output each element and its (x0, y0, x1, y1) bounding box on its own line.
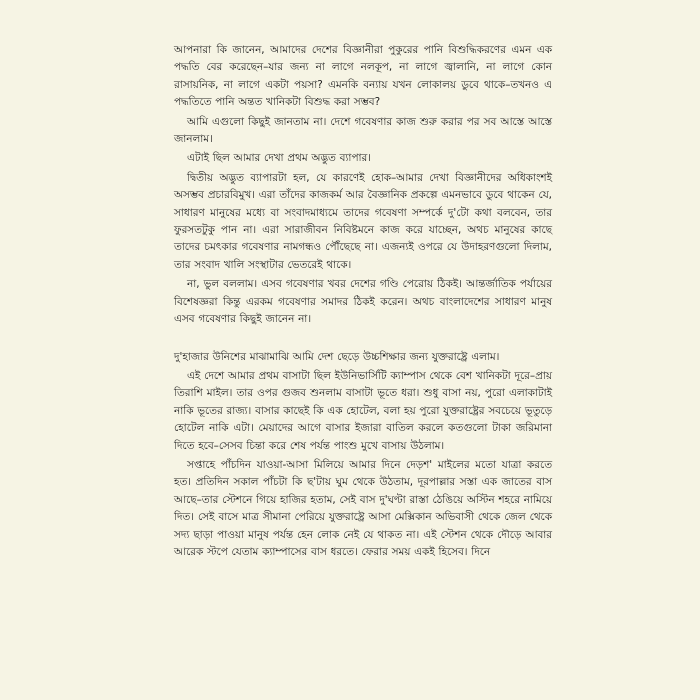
paragraph-pond-water: আপনারা কি জানেন, আমাদের দেশের বিজ্ঞানীরা পুকুরের পানি বিশুদ্ধিকরণের এমন এক পদ্ধতি বের করেছেন–যার জন্য না লাগে নলকূপ, না লাগে জ্বালানি, না লাগে কোন রাসায়নিক, না লাগে একটা পয়সা? এমনকি বন্যায় যখন লোকালয় ডুবে থাকে–তখনও এ পদ্ধতিতে পানি অন্তত খানিকটা বিশুদ্ধ করা সম্ভব? (174, 44, 552, 109)
section-break (174, 331, 552, 349)
paragraph-did-not-know: আমি এগুলো কিছুই জানতাম না। দেশে গবেষণার কাজ শুরু করার পর সব আস্তে আস্তে জানলাম। (174, 115, 552, 146)
paragraph-moved-to-usa: দু'হাজার উনিশের মাঝামাঝি আমি দেশ ছেড়ে উচ্চশিক্ষার জন্য যুক্তরাষ্ট্রে এলাম। (174, 350, 500, 363)
body-text (174, 42, 552, 563)
paragraph-first-strange-thing: এটাই ছিল আমার দেখা প্রথম অদ্ভুত ব্যাপার। (187, 152, 371, 165)
paragraph-haunted-house: এই দেশে আমার প্রথম বাসাটা ছিল ইউনিভার্সিটি ক্যাম্পাস থেকে বেশ খানিকটা দূরে–প্রায় তিরাশি মাইল। তার ওপর গুজব শুনলাম বাসাটা ভূতে ধরা। শুধু বাসা নয়, পুরো এলাকাটাই নাকি ভূতের রাজ্য। বাসার কাছেই কি এক হোটেল, বলা হয় পুরো যুক্তরাষ্ট্রের সবচেয়ে ভূতুড়ে হোটেল নাকি এটা। মেয়াদের আগে বাসার ইজারা বাতিল করলে কতগুলো টাকা জরিমানা দিতে হবে–সেসব চিন্তা করে শেষ পর্যন্ত পাংশু মুখে বাসায় উঠলাম। (174, 369, 552, 452)
paragraph-international-recognition: না, ভুল বললাম। এসব গবেষণার খবর দেশের গণ্ডি পেরোয় ঠিকই। আন্তর্জাতিক পর্যায়ের বিশেষজ্ঞরা কিন্তু এরকম গবেষণার সমাদর ঠিকই করেন। অথচ বাংলাদেশের সাধারণ মানুষ এসব গবেষণার কিছুই জানেন না। (174, 278, 552, 326)
paragraph-daily-commute: সপ্তাহে পাঁচদিন যাওয়া-আসা মিলিয়ে আমার দিনে দেড়শ' মাইলের মতো যাত্রা করতে হত। প্রতিদিন সকাল পাঁচটা কি ছ'টায় ঘুম থেকে উঠতাম, দূরপাল্লার সস্তা এক জাতের বাস আছে–তার স্টেশনে গিয়ে হাজির হতাম, সেই বাস দু'ঘণ্টা রাস্তা ঠেঙিয়ে অস্টিন শহরে নামিয়ে দিত। সেই বাসে মাত্র সীমানা পেরিয়ে যুক্তরাষ্ট্রে আসা মেক্সিকান অভিবাসী থেকে জেল থেকে সদ্য ছাড়া পাওয়া মানুষ পর্যন্ত হেন লোক নেই যে থাকত না। এই স্টেশন থেকে দৌড়ে আবার আরেক স্টপে যেতাম ক্যাম্পাসের বাস ধরতে। ফেরার সময় একই হিসেব। দিনে (174, 458, 552, 558)
paragraph-second-strange-thing: দ্বিতীয় অদ্ভুত ব্যাপারটা হল, যে কারণেই হোক–আমার দেখা বিজ্ঞানীদের অধিকাংশই অসম্ভব প্রচারবিমুখ। এরা তাঁদের কাজকর্ম আর বৈজ্ঞানিক প্রকল্পে এমনভাবে ডুবে থাকেন যে, সাধারণ মানুষের মধ্যে বা সংবাদমাধ্যমে তাদের গবেষণা সম্পর্কে দু'টো কথা বলবেন, তার ফুরসতটুকু পান না। এরা সারাজীবন নিবিষ্টমনে কাজ করে যাচ্ছেন, অথচ মানুষের কাছে তাদের চমৎকার গবেষণার নামগন্ধও পৌঁছেছে না। এজন্যই ওপরে যে উদাহরণগুলো দিলাম, তার সংবাদ খালি সংস্থাটার ভেতরেই থাকে। (174, 171, 552, 271)
